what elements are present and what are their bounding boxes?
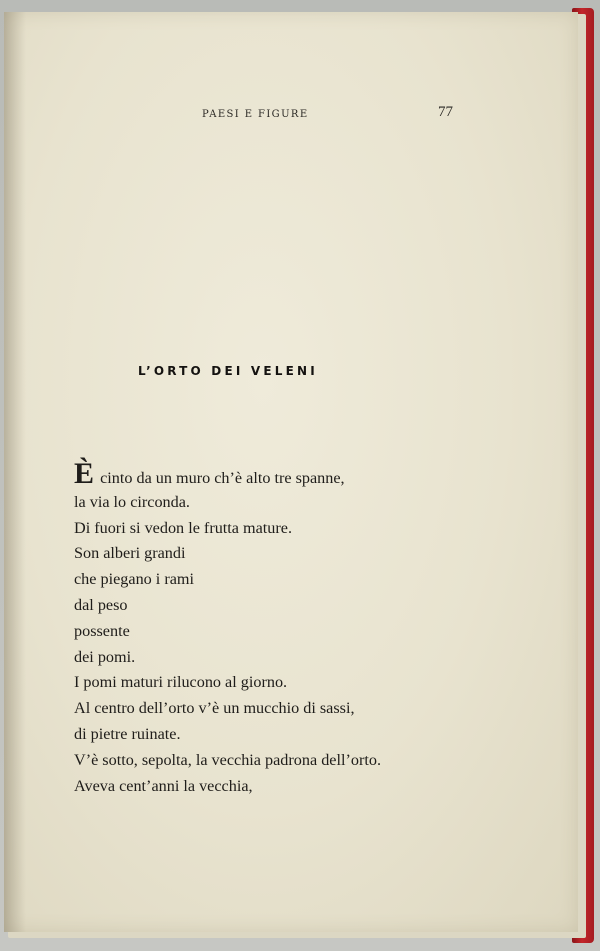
poem-title: L’ORTO DEI VELENI xyxy=(138,364,318,378)
poem-line-1 xyxy=(74,457,514,490)
drop-cap: È xyxy=(74,457,95,490)
poem-line: Di fuori si vedon le frutta mature. xyxy=(74,518,293,537)
poem-line: Aveva cent’anni la vecchia, xyxy=(74,776,253,795)
poem-line: dal peso xyxy=(74,595,128,614)
page-number: 77 xyxy=(438,104,453,120)
poem-line: possente xyxy=(74,621,130,640)
poem-text xyxy=(74,457,514,799)
poem-line: dei pomi. xyxy=(74,647,136,666)
poem-line: Son alberi grandi xyxy=(74,544,186,563)
poem-line: V’è sotto, sepolta, la vecchia padrona dell’orto. xyxy=(74,750,382,769)
poem-line-1-text: cinto da un muro ch’è alto tre spanne, xyxy=(96,469,345,487)
poem-line: di pietre ruinate. xyxy=(74,724,181,743)
running-head-title: PAESI E FIGURE xyxy=(202,109,309,120)
book-page xyxy=(4,12,578,932)
gutter-shadow xyxy=(4,12,26,932)
poem-line: I pomi maturi rilucono al giorno. xyxy=(74,673,288,692)
poem-line: la via lo circonda. xyxy=(74,492,190,511)
poem-line: che piegano i rami xyxy=(74,570,195,589)
poem-line: Al centro dell’orto v’è un mucchio di sassi, xyxy=(74,699,355,718)
